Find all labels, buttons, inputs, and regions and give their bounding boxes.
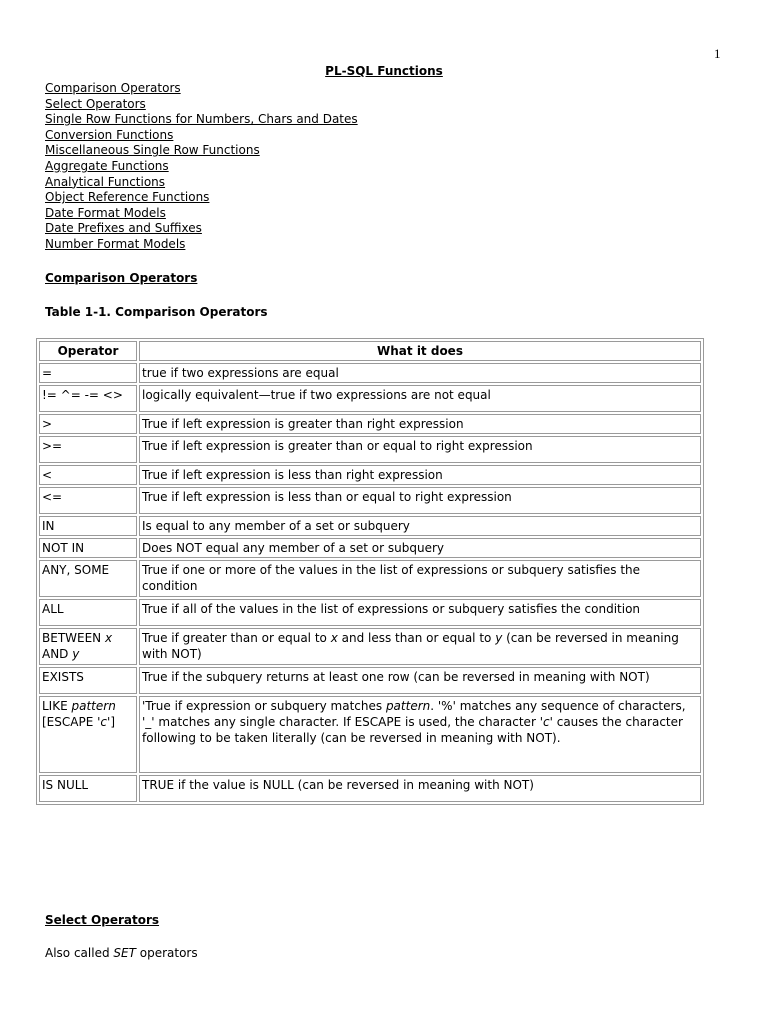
- description-cell: True if the subquery returns at least one row (can be reversed in meaning with NOT): [139, 667, 701, 694]
- table-row: [39, 628, 701, 665]
- toc-item: [45, 97, 358, 113]
- table-row: [39, 363, 701, 383]
- table-row: [39, 538, 701, 558]
- toc-item: [45, 128, 358, 144]
- description-cell: TRUE if the value is NULL (can be reversed in meaning with NOT): [139, 775, 701, 802]
- description-cell: True if left expression is less than right expression: [139, 465, 701, 485]
- table-row: [39, 696, 701, 773]
- operator-cell: LIKE pattern [ESCAPE 'c']: [39, 696, 137, 773]
- toc-link[interactable]: Single Row Functions for Numbers, Chars and Dates: [45, 112, 358, 127]
- operator-cell: ANY, SOME: [39, 560, 137, 597]
- select-operators-heading: Select Operators: [45, 913, 160, 927]
- description-cell: 'True if expression or subquery matches pattern. '%' matches any sequence of characters, '_' matches any single character. If ESCAPE is used, the character 'c' causes the character following to be taken literally (can be reversed in meaning with NOT).: [139, 696, 701, 773]
- document-title: PL-SQL Functions: [325, 64, 443, 78]
- operator-cell: EXISTS: [39, 667, 137, 694]
- toc-item: [45, 190, 358, 206]
- toc-link[interactable]: Object Reference Functions: [45, 190, 210, 205]
- toc-link[interactable]: Date Prefixes and Suffixes: [45, 221, 202, 236]
- toc-link[interactable]: Conversion Functions: [45, 127, 174, 142]
- operator-cell: >=: [39, 436, 137, 463]
- description-cell: true if two expressions are equal: [139, 363, 701, 383]
- toc-link[interactable]: Select Operators: [45, 96, 146, 111]
- comparison-operators-heading: Comparison Operators: [45, 271, 198, 285]
- toc-item: [45, 206, 358, 222]
- toc-item: [45, 81, 358, 97]
- description-cell: True if all of the values in the list of expressions or subquery satisfies the condition: [139, 599, 701, 626]
- toc-item: [45, 143, 358, 159]
- table-row: [39, 775, 701, 802]
- table-of-contents: [45, 81, 358, 253]
- toc-item: [45, 175, 358, 191]
- operator-cell: =: [39, 363, 137, 383]
- description-cell: True if left expression is greater than right expression: [139, 414, 701, 434]
- toc-link[interactable]: Aggregate Functions: [45, 158, 169, 173]
- description-cell: Does NOT equal any member of a set or subquery: [139, 538, 701, 558]
- toc-item: [45, 221, 358, 237]
- toc-link[interactable]: Comparison Operators: [45, 81, 181, 95]
- toc-link[interactable]: Analytical Functions: [45, 174, 166, 189]
- description-cell: Is equal to any member of a set or subquery: [139, 516, 701, 536]
- table-row: [39, 385, 701, 412]
- operator-cell: ALL: [39, 599, 137, 626]
- operator-cell: <=: [39, 487, 137, 514]
- operator-cell: != ^= -= <>: [39, 385, 137, 412]
- description-cell: True if greater than or equal to x and less than or equal to y (can be reversed in meaning with NOT): [139, 628, 701, 665]
- table-row: [39, 516, 701, 536]
- operator-cell: BETWEEN x AND y: [39, 628, 137, 665]
- page-number: 1: [714, 46, 721, 61]
- toc-link[interactable]: Miscellaneous Single Row Functions: [45, 143, 260, 158]
- table-row: [39, 667, 701, 694]
- table-caption: Table 1-1. Comparison Operators: [45, 305, 268, 319]
- toc-item: [45, 159, 358, 175]
- description-cell: True if one or more of the values in the list of expressions or subquery satisfies the condition: [139, 560, 701, 597]
- table-row: [39, 487, 701, 514]
- toc-item: [45, 112, 358, 128]
- description-cell: logically equivalent—true if two expressions are not equal: [139, 385, 701, 412]
- operator-cell: IN: [39, 516, 137, 536]
- comparison-operators-table: [36, 338, 704, 805]
- table-header-row: [39, 341, 701, 361]
- operator-cell: <: [39, 465, 137, 485]
- table-row: [39, 436, 701, 463]
- column-header-operator: Operator: [39, 341, 137, 361]
- table-row: [39, 465, 701, 485]
- table-row: [39, 599, 701, 626]
- operator-cell: IS NULL: [39, 775, 137, 802]
- description-cell: True if left expression is less than or equal to right expression: [139, 487, 701, 514]
- toc-link[interactable]: Date Format Models: [45, 205, 166, 220]
- description-cell: True if left expression is greater than or equal to right expression: [139, 436, 701, 463]
- toc-item: [45, 237, 358, 253]
- operator-cell: >: [39, 414, 137, 434]
- table-row: [39, 560, 701, 597]
- column-header-what-it-does: What it does: [139, 341, 701, 361]
- toc-link[interactable]: Number Format Models: [45, 236, 186, 251]
- table-row: [39, 414, 701, 434]
- operator-cell: NOT IN: [39, 538, 137, 558]
- select-operators-intro: Also called SET operators: [45, 946, 198, 960]
